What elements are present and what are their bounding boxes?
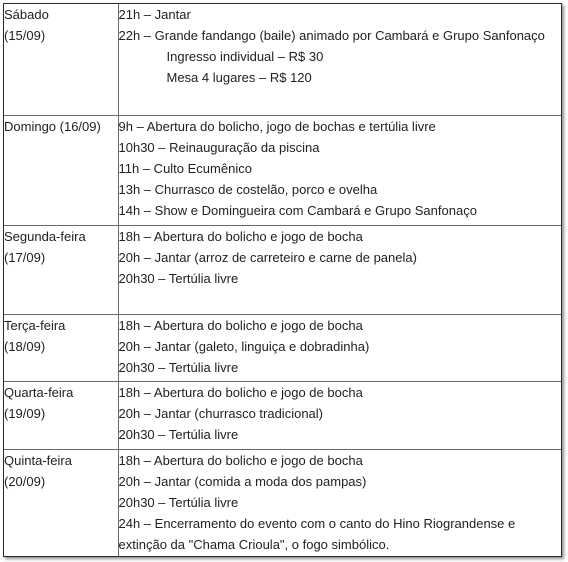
events-cell xyxy=(118,314,561,381)
events-cell xyxy=(118,115,561,225)
table-row xyxy=(4,4,561,115)
events-cell xyxy=(118,225,561,314)
day-cell xyxy=(4,314,118,381)
event-line: 9h – Abertura do bolicho, jogo de bochas e tertúlia livre xyxy=(118,118,436,134)
day-name: Quinta-feira xyxy=(4,452,72,468)
event-line: Ingresso individual – R$ 30 xyxy=(166,49,324,64)
day-cell xyxy=(4,449,118,556)
day-name: Quarta-feira xyxy=(4,384,74,400)
day-cell xyxy=(4,381,118,449)
table-row xyxy=(4,449,561,556)
day-cell xyxy=(4,115,118,225)
events-cell xyxy=(118,381,561,449)
event-line: 20h30 – Tertúlia livre xyxy=(118,426,239,442)
day-date: (18/09) xyxy=(4,338,46,354)
table-row xyxy=(4,314,561,381)
table-row xyxy=(4,115,561,225)
day-name: Segunda-feira xyxy=(4,228,86,244)
schedule-frame xyxy=(3,3,562,557)
events-cell xyxy=(118,4,561,115)
event-line: 24h – Encerramento do evento com o canto do Hino Riograndense e extinção da "Chama Crioula", o fogo simbólico. xyxy=(118,515,516,552)
day-cell xyxy=(4,225,118,314)
table-row xyxy=(4,381,561,449)
event-line: 18h – Abertura do bolicho e jogo de bocha xyxy=(118,228,363,244)
day-date: (15/09) xyxy=(4,28,46,43)
event-line: 20h30 – Tertúlia livre xyxy=(118,494,239,510)
events-cell xyxy=(118,449,561,556)
event-line: 18h – Abertura do bolicho e jogo de bocha xyxy=(118,452,363,468)
day-date: (20/09) xyxy=(4,473,46,489)
event-line: 22h – Grande fandango (baile) animado por Cambará e Grupo Sanfonaço xyxy=(118,28,545,43)
event-line: 20h – Jantar (comida a moda dos pampas) xyxy=(118,473,367,489)
event-line: 10h30 – Reinauguração da piscina xyxy=(118,139,320,155)
event-line: Mesa 4 lugares – R$ 120 xyxy=(166,70,312,85)
day-name: Domingo (16/09) xyxy=(4,118,101,134)
event-line: 14h – Show e Domingueira com Cambará e Grupo Sanfonaço xyxy=(118,202,477,218)
event-line: 20h – Jantar (churrasco tradicional) xyxy=(118,405,323,421)
event-line: 18h – Abertura do bolicho e jogo de bocha xyxy=(118,317,363,333)
event-line: 20h – Jantar (arroz de carreteiro e carne de panela) xyxy=(118,249,417,265)
day-date: (19/09) xyxy=(4,405,46,421)
day-name: Terça-feira xyxy=(4,317,66,333)
event-line: 21h – Jantar xyxy=(118,7,191,22)
table-row xyxy=(4,225,561,314)
event-line: 13h – Churrasco de costelão, porco e ovelha xyxy=(118,181,378,197)
event-line: 20h30 – Tertúlia livre xyxy=(118,359,239,375)
event-line: 20h30 – Tertúlia livre xyxy=(118,270,239,286)
day-date: (17/09) xyxy=(4,249,46,265)
event-line: 18h – Abertura do bolicho e jogo de bocha xyxy=(118,384,363,400)
day-name: Sábado xyxy=(4,7,49,22)
schedule-table xyxy=(4,4,561,556)
event-line: 20h – Jantar (galeto, linguiça e dobradinha) xyxy=(118,338,370,354)
event-line: 11h – Culto Ecumênico xyxy=(118,160,252,176)
day-cell xyxy=(4,4,118,115)
